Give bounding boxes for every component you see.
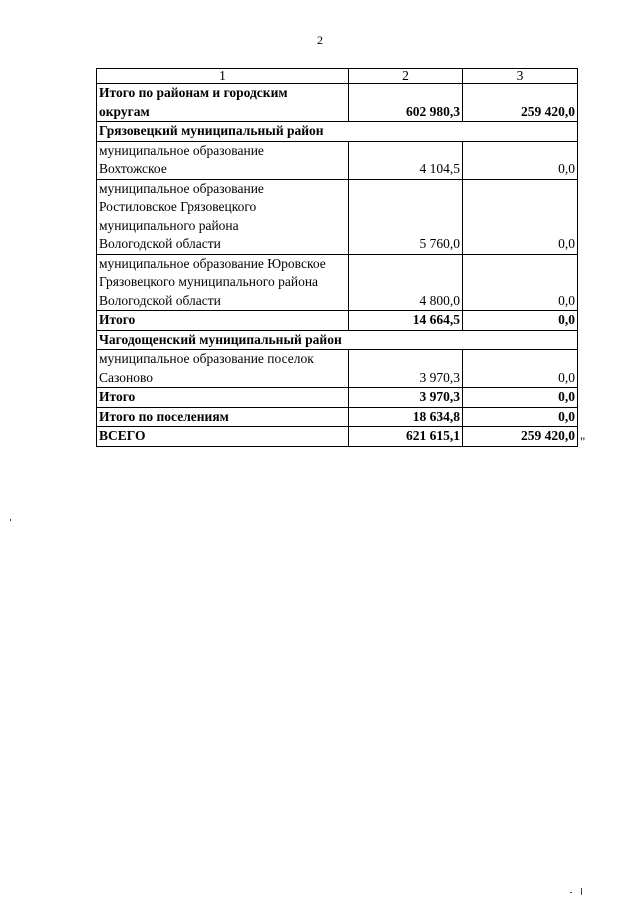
column-header-row (97, 69, 578, 84)
grand-total-row (97, 427, 578, 447)
subtotal-col2: 3 970,3 (349, 388, 463, 408)
amount-col2: 4 104,5 (349, 141, 463, 179)
municipality-name (97, 254, 349, 311)
name-line: муниципальное образование (99, 180, 264, 196)
page-number: 2 (317, 33, 323, 47)
total-districts-col3: 259 420,0 (463, 84, 578, 122)
table-row (97, 350, 578, 388)
subtotal-row (97, 311, 578, 331)
name-line: Сазоново (99, 369, 154, 385)
subtotal-row (97, 388, 578, 408)
amount-col2: 3 970,3 (349, 350, 463, 388)
table-row (97, 141, 578, 179)
municipality-name (97, 350, 349, 388)
section-title: Чагодощенский муниципальный район (97, 330, 578, 350)
grand-total-col2: 621 615,1 (349, 427, 463, 447)
subtotal-label: Итого (97, 388, 349, 408)
subtotal-col3: 0,0 (463, 388, 578, 408)
column-header-1: 1 (97, 69, 349, 84)
table-row (97, 179, 578, 254)
settlements-total-row (97, 407, 578, 427)
amount-col3: 0,0 (463, 254, 578, 311)
grand-total-label: ВСЕГО (97, 427, 349, 447)
subtotal-col3: 0,0 (463, 311, 578, 331)
name-line: муниципальное образование поселок (99, 351, 314, 366)
name-line: муниципальное образование Юровское (99, 255, 326, 271)
settlements-total-label: Итого по поселениям (97, 407, 349, 427)
name-line: муниципальное образование (99, 142, 264, 158)
section-header-row (97, 330, 578, 350)
column-header-2: 2 (349, 69, 463, 84)
name-line: Вологодской области (99, 236, 221, 251)
grand-total-col3: 259 420,0 (463, 427, 578, 447)
name-line: Вологодской области (99, 292, 221, 308)
amount-col3: 0,0 (463, 179, 578, 254)
municipality-name (97, 141, 349, 179)
scan-speck (570, 892, 572, 893)
name-line: муниципального района (99, 217, 239, 233)
municipality-name (97, 179, 349, 254)
subtotal-label: Итого (97, 311, 349, 331)
total-districts-row (97, 84, 578, 122)
allocation-table (96, 68, 578, 447)
label-line: округам (99, 103, 150, 119)
subtotal-col2: 14 664,5 (349, 311, 463, 331)
name-line: Ростиловское Грязовецкого (99, 199, 257, 214)
name-line: Вохтожское (99, 161, 167, 176)
scan-speck (10, 519, 11, 521)
amount-col2: 4 800,0 (349, 254, 463, 311)
total-districts-label (97, 84, 349, 122)
amount-col3: 0,0 (463, 141, 578, 179)
settlements-total-col3: 0,0 (463, 407, 578, 427)
label-line: Итого по районам и городским (99, 85, 288, 100)
total-districts-col2: 602 980,3 (349, 84, 463, 122)
settlements-total-col2: 18 634,8 (349, 407, 463, 427)
section-header-row (97, 122, 578, 142)
name-line: Грязовецкого муниципального района (99, 274, 319, 289)
amount-col3: 0,0 (463, 350, 578, 388)
scan-speck (581, 888, 582, 895)
closing-quote-mark: " (580, 434, 586, 449)
table-row (97, 254, 578, 311)
section-title: Грязовецкий муниципальный район (97, 122, 578, 142)
column-header-3: 3 (463, 69, 578, 84)
amount-col2: 5 760,0 (349, 179, 463, 254)
